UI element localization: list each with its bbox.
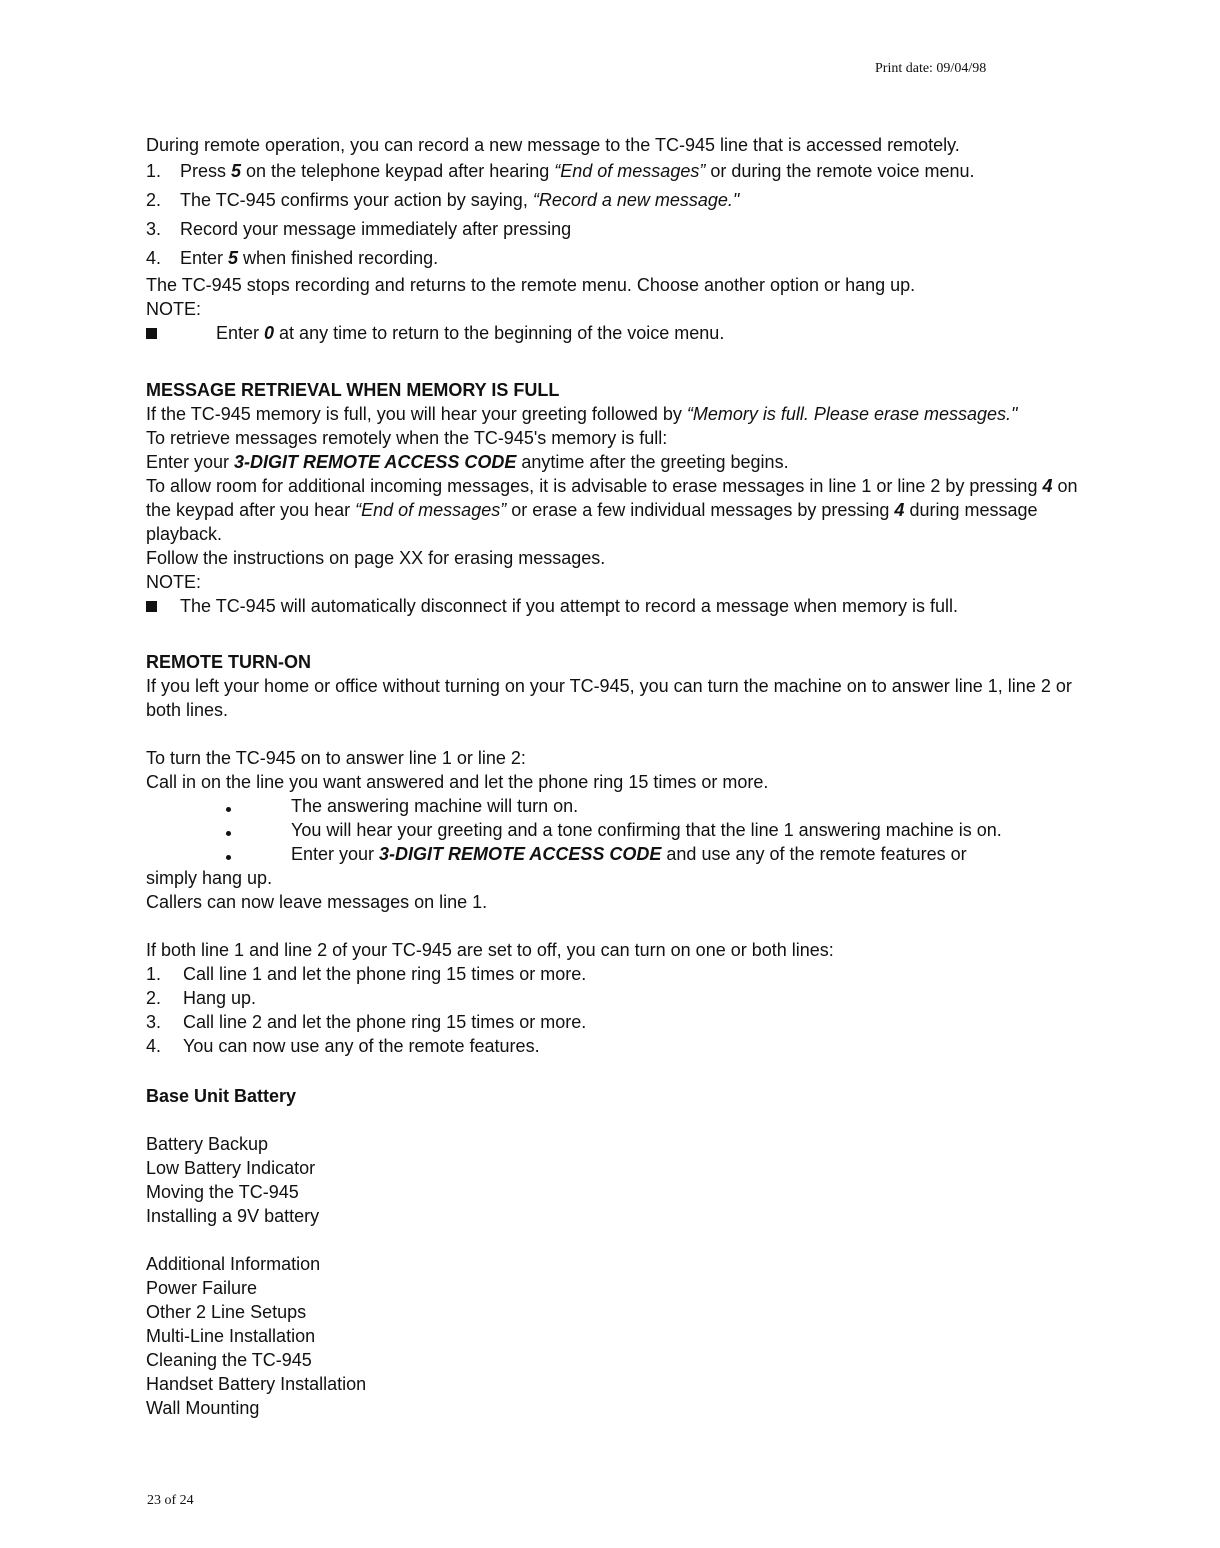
step-number: 3. [146, 219, 162, 239]
key-label: 4 [894, 500, 905, 520]
section-heading-base-unit-battery: Base Unit Battery [146, 1086, 297, 1106]
list-item [146, 215, 1096, 244]
list-item: Battery Backup [146, 1134, 269, 1154]
key-label: 5 [228, 248, 239, 268]
list-item [226, 842, 1096, 866]
page-number: 23 of 24 [147, 1493, 194, 1508]
section-heading-memory-full: MESSAGE RETRIEVAL WHEN MEMORY IS FULL [146, 380, 560, 400]
bullet-icon [226, 855, 231, 860]
bullet-icon [226, 831, 231, 836]
square-bullet-icon [146, 601, 157, 612]
step-number: 4. [146, 248, 162, 268]
list-item [146, 244, 1096, 273]
access-code-label: 3-DIGIT REMOTE ACCESS CODE [379, 844, 662, 864]
note-text: Enter 0 at any time to return to the beginning of the voice menu. [216, 323, 725, 343]
remote-record-after: The TC-945 stops recording and returns to the remote menu. Choose another option or hang up. [146, 275, 916, 295]
step-number: 2. [146, 988, 162, 1008]
bullet-continuation: simply hang up. [146, 868, 273, 888]
list-item: Installing a 9V battery [146, 1206, 320, 1226]
memory-full-p4: To allow room for additional incoming messages, it is advisable to erase messages in line 1 or line 2 by pressing 4 on the keypad after you hear “End of messages” or erase a few individual messages by pressing 4 during message playback. [146, 476, 1078, 544]
key-label: 5 [231, 161, 242, 181]
note-label: NOTE: [146, 572, 202, 592]
list-item [226, 818, 1096, 842]
remote-turn-on-steps [146, 962, 1096, 1058]
quote: “End of messages” [355, 500, 507, 520]
section-heading-remote-turn-on: REMOTE TURN-ON [146, 652, 311, 672]
step-number: 4. [146, 1036, 162, 1056]
list-item: Handset Battery Installation [146, 1374, 367, 1394]
list-item: Cleaning the TC-945 [146, 1350, 312, 1370]
access-code-label: 3-DIGIT REMOTE ACCESS CODE [234, 452, 517, 472]
step-text: Hang up. [183, 988, 257, 1008]
step-text: Press 5 on the telephone keypad after hearing “End of messages” or during the remote voice menu. [180, 161, 975, 181]
key-label: 0 [264, 323, 275, 343]
remote-turn-on-p1: If you left your home or office without turning on your TC-945, you can turn the machine on to answer line 1, line 2 or both lines. [146, 676, 1072, 720]
list-item [146, 986, 1096, 1010]
memory-full-p5: Follow the instructions on page XX for erasing messages. [146, 548, 606, 568]
step-text: Call line 2 and let the phone ring 15 times or more. [183, 1012, 587, 1032]
note-item [146, 321, 1096, 345]
remote-turn-on-p4: Callers can now leave messages on line 1. [146, 892, 488, 912]
key-label: 4 [1042, 476, 1053, 496]
bullet-icon [226, 807, 231, 812]
remote-record-intro: During remote operation, you can record a new message to the TC-945 line that is accessed remotely. [146, 135, 960, 155]
list-item [146, 962, 1096, 986]
remote-turn-on-p2: To turn the TC-945 on to answer line 1 or line 2: [146, 748, 526, 768]
list-item: Additional Information [146, 1254, 321, 1274]
document-body [146, 133, 1096, 1420]
step-text: Record your message immediately after pressing [180, 219, 572, 239]
remote-turn-on-p3: Call in on the line you want answered and let the phone ring 15 times or more. [146, 772, 769, 792]
list-item [146, 1034, 1096, 1058]
list-item: Multi-Line Installation [146, 1326, 316, 1346]
list-item: Wall Mounting [146, 1398, 260, 1418]
list-item [226, 794, 1096, 818]
quote: “Memory is full. Please erase messages." [686, 404, 1018, 424]
list-item: Power Failure [146, 1278, 258, 1298]
step-text: Call line 1 and let the phone ring 15 times or more. [183, 964, 587, 984]
step-number: 1. [146, 161, 162, 181]
list-item: Other 2 Line Setups [146, 1302, 307, 1322]
memory-full-p1: If the TC-945 memory is full, you will hear your greeting followed by “Memory is full. Please erase messages." [146, 404, 1018, 424]
square-bullet-icon [146, 328, 157, 339]
note-text: The TC-945 will automatically disconnect if you attempt to record a message when memory is full. [180, 596, 958, 616]
step-text: The TC-945 confirms your action by saying, “Record a new message." [180, 190, 740, 210]
step-number: 1. [146, 964, 162, 984]
remote-record-steps [146, 157, 1096, 273]
list-item [146, 1010, 1096, 1034]
list-item: Moving the TC-945 [146, 1182, 299, 1202]
step-number: 2. [146, 190, 162, 210]
step-text: Enter 5 when finished recording. [180, 248, 439, 268]
bullet-text: You will hear your greeting and a tone confirming that the line 1 answering machine is on. [291, 820, 1002, 840]
note-label: NOTE: [146, 299, 202, 319]
memory-full-p3: Enter your 3-DIGIT REMOTE ACCESS CODE anytime after the greeting begins. [146, 452, 789, 472]
bullet-text: The answering machine will turn on. [291, 796, 579, 816]
print-date: Print date: 09/04/98 [875, 61, 987, 76]
memory-full-p2: To retrieve messages remotely when the TC-945's memory is full: [146, 428, 668, 448]
list-item [146, 157, 1096, 186]
remote-turn-on-p5: If both line 1 and line 2 of your TC-945 are set to off, you can turn on one or both lines: [146, 940, 834, 960]
list-item [146, 186, 1096, 215]
quote: “End of messages” [554, 161, 706, 181]
step-text: You can now use any of the remote features. [183, 1036, 540, 1056]
bullet-text: Enter your 3-DIGIT REMOTE ACCESS CODE and use any of the remote features or [291, 844, 967, 864]
quote: “Record a new message." [532, 190, 740, 210]
step-number: 3. [146, 1012, 162, 1032]
note-item [146, 594, 1096, 618]
list-item: Low Battery Indicator [146, 1158, 316, 1178]
